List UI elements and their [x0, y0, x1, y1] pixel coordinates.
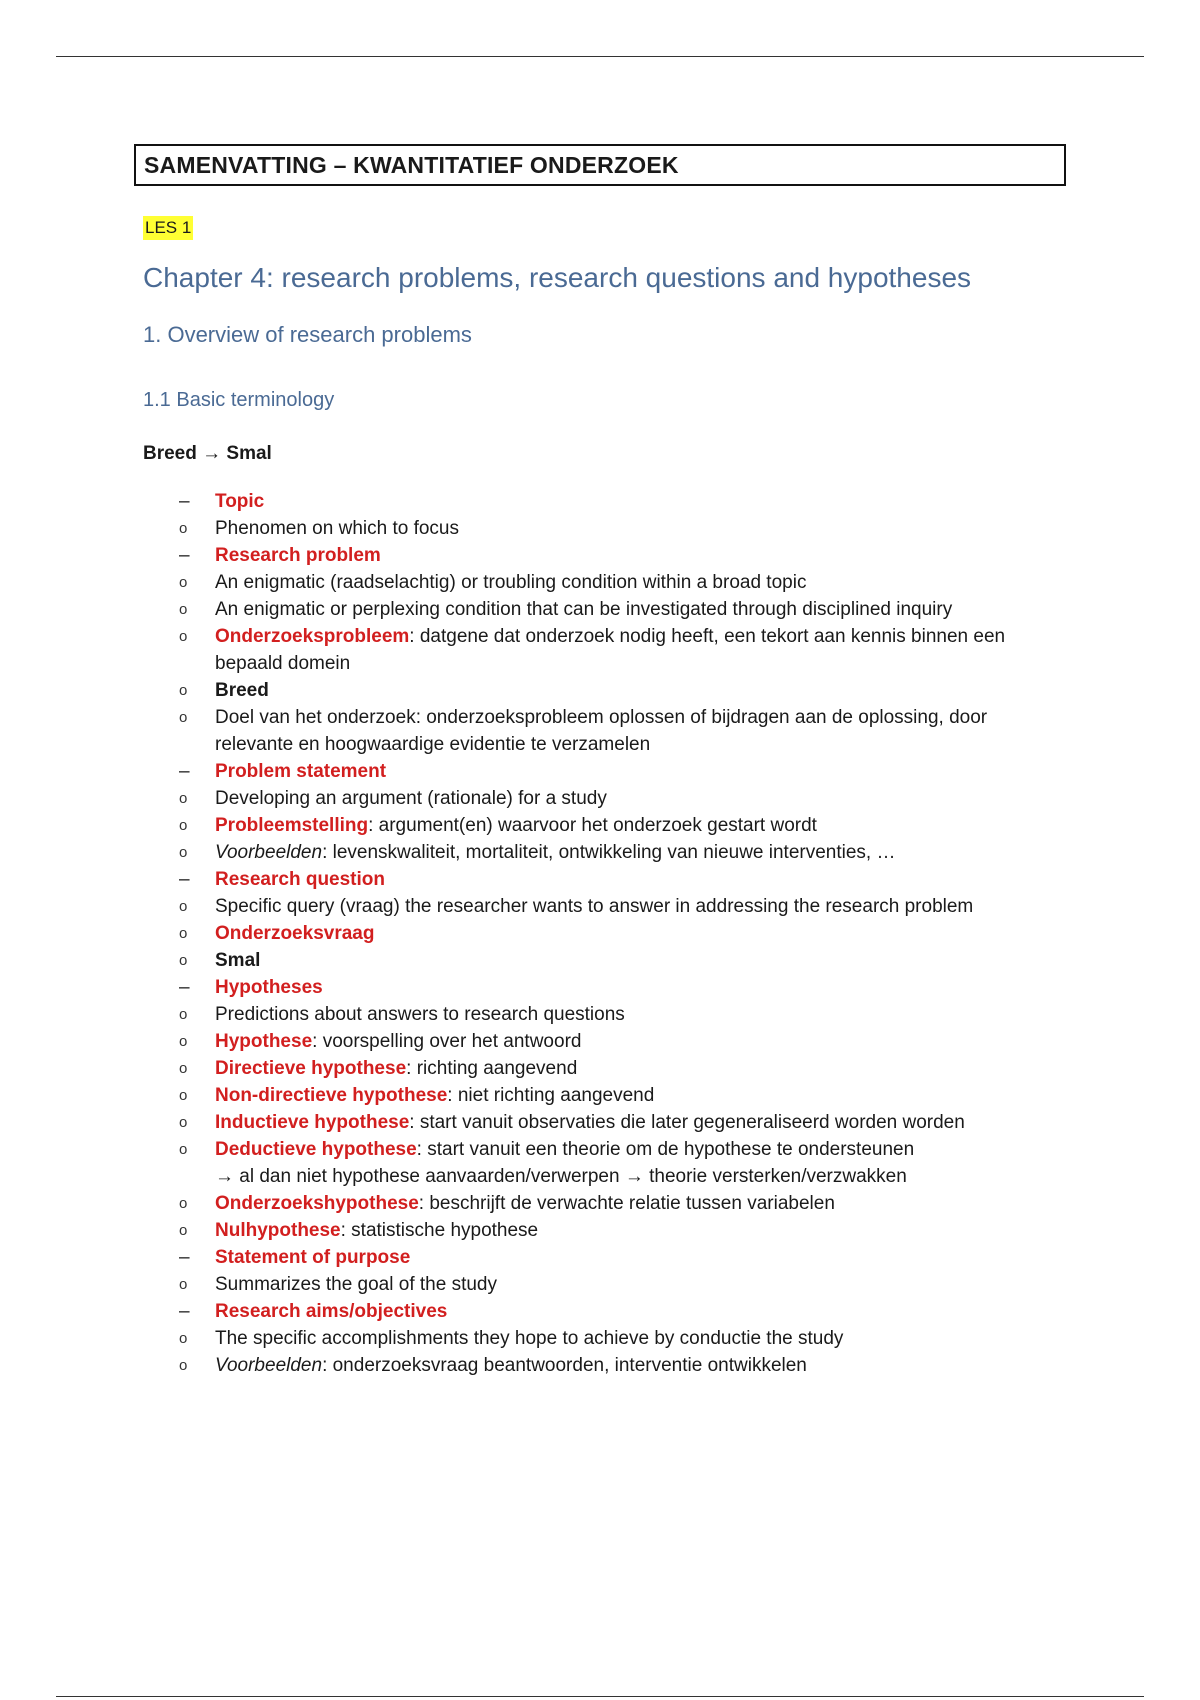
list-item: o Onderzoekshypothese: beschrijft de verwachte relatie tussen variabelen [179, 1193, 835, 1214]
list-item: – Research problem o An enigmatic (raadselachtig) or troubling condition within a broad topic o An enigmatic or perplexing condition that can be investigated through disciplined inquiry o Onderzoeksprobleem: datgene dat onderzoek nodig heeft, een tekort aan kennis binnen een bepaald domein o Breed o Doel van het onderzoek: onderzoeksprobleem oplossen of bijdragen aan de oplossing, door relevante en hoogwaardige evidentie te verzamelen [134, 542, 1066, 758]
list-item: o Breed [179, 680, 269, 701]
list-item: o Voorbeelden: onderzoeksvraag beantwoorden, interventie ontwikkelen [179, 1355, 807, 1376]
list-item: o Predictions about answers to research questions [179, 1004, 625, 1025]
list-item: o Developing an argument (rationale) for a study [179, 788, 607, 809]
subsection-heading: 1.1 Basic terminology [143, 389, 335, 411]
list-item: o An enigmatic or perplexing condition that can be investigated through disciplined inquiry [179, 599, 953, 620]
list-item: o Hypothese: voorspelling over het antwoord [179, 1031, 582, 1052]
list-item: – Topic o Phenomen on which to focus [134, 488, 1066, 542]
list-item: o Specific query (vraag) the researcher wants to answer in addressing the research problem [179, 896, 974, 917]
lesson-label: LES 1 [143, 216, 193, 240]
list-item: o Probleemstelling: argument(en) waarvoor het onderzoek gestart wordt [179, 815, 817, 836]
list-item: o Onderzoeksvraag [179, 923, 375, 944]
arrow-icon: → [202, 443, 222, 464]
list-item: – Hypotheses o Predictions about answers to research questions o Hypothese: voorspelling over het antwoord o Directieve hypothese: richting aangevend o Non-directieve hypothese: niet richting aangevend o Inductieve hypothese: start vanuit observaties die later gegeneraliseerd worden worden o Deductieve hypothese: start vanuit een theorie om de hypothese te ondersteunen → al dan niet hypothese aanvaarden/verwerpen → theorie versterken/verzwakken o Onderzoekshypothese: beschrijft de verwachte relatie tussen variabelen o Nulhypothese: statistische hypothese [134, 974, 1066, 1244]
list-item: – Research aims/objectives o The specific accomplishments they hope to achieve by conductie the study o Voorbeelden: onderzoeksvraag beantwoorden, interventie ontwikkelen [134, 1298, 1066, 1379]
list-item: o Directieve hypothese: richting aangevend [179, 1058, 578, 1079]
list-item: o Nulhypothese: statistische hypothese [179, 1220, 539, 1241]
footer-rule [56, 1696, 1144, 1697]
broad-to-narrow-label: Breed → Smal [143, 443, 272, 464]
section-heading: 1. Overview of research problems [143, 322, 472, 347]
list-item: o An enigmatic (raadselachtig) or troubling condition within a broad topic [179, 572, 807, 593]
list-item: o Onderzoeksprobleem: datgene dat onderzoek nodig heeft, een tekort aan kennis binnen een bepaald domein [179, 626, 1006, 674]
list-item: o The specific accomplishments they hope to achieve by conductie the study [179, 1328, 844, 1349]
list-item: o Smal [179, 950, 261, 971]
document-page [134, 144, 1066, 1379]
list-item: o Non-directieve hypothese: niet richting aangevend [179, 1085, 655, 1106]
list-item: o Phenomen on which to focus [179, 518, 459, 539]
list-item: o Inductieve hypothese: start vanuit observaties die later gegeneraliseerd worden worden [179, 1112, 965, 1133]
list-item: – Research question o Specific query (vraag) the researcher wants to answer in addressing the research problem o Onderzoeksvraag o Smal [134, 866, 1066, 974]
chapter-heading: Chapter 4: research problems, research questions and hypotheses [143, 262, 972, 293]
list-item: o Summarizes the goal of the study [179, 1274, 497, 1295]
header-rule [56, 56, 1144, 57]
terminology-list [134, 488, 1066, 1379]
list-item: o Deductieve hypothese: start vanuit een theorie om de hypothese te ondersteunen → al dan niet hypothese aanvaarden/verwerpen → theorie versterken/verzwakken [179, 1139, 915, 1187]
list-item: o Doel van het onderzoek: onderzoeksprobleem oplossen of bijdragen aan de oplossing, door relevante en hoogwaardige evidentie te verzamelen [179, 707, 988, 755]
list-item: – Problem statement o Developing an argument (rationale) for a study o Probleemstelling: argument(en) waarvoor het onderzoek gestart wordt o Voorbeelden: levenskwaliteit, mortaliteit, ontwikkeling van nieuwe interventies, … [134, 758, 1066, 866]
list-item: o Voorbeelden: levenskwaliteit, mortaliteit, ontwikkeling van nieuwe interventies, … [179, 842, 896, 863]
list-item: – Statement of purpose o Summarizes the goal of the study [134, 1244, 1066, 1298]
document-title: SAMENVATTING – KWANTITATIEF ONDERZOEK [134, 144, 1066, 186]
